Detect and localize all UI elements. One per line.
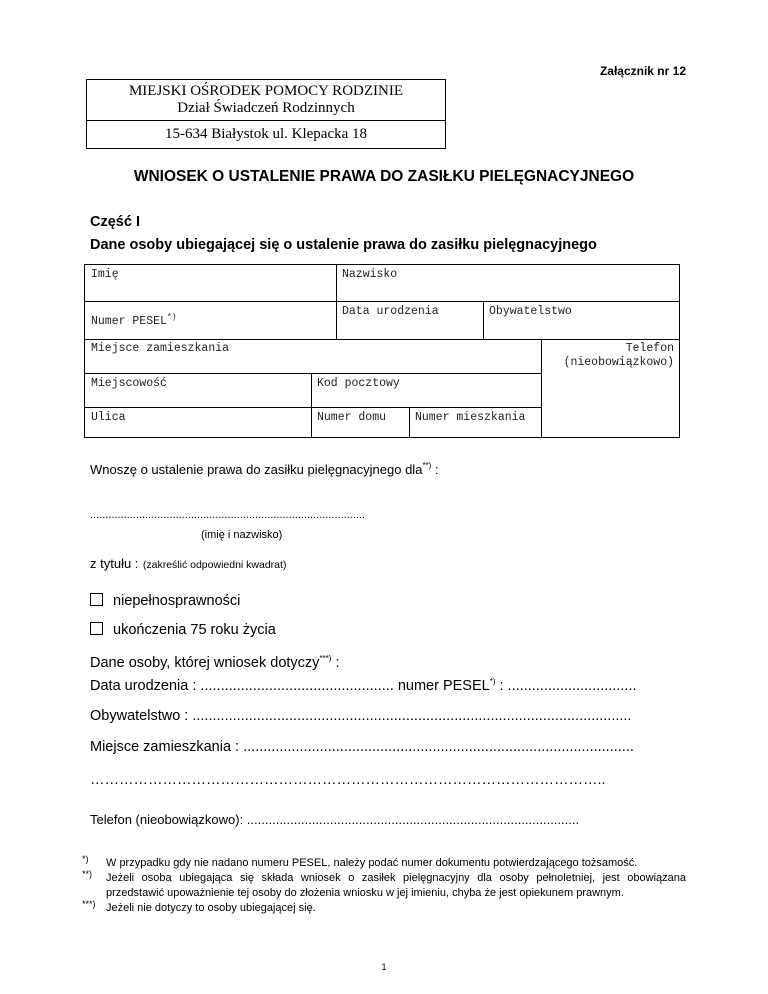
birth-line-text: Data urodzenia : ................................................ numer PESEL — [90, 678, 490, 694]
table-divider — [409, 407, 410, 437]
office-name: MIEJSKI OŚRODEK POMOCY RODZINIE — [128, 83, 404, 99]
section-subtitle: Dane osoby ubiegającej się o ustalenie prawa do zasiłku pielęgnacyjnego — [90, 237, 597, 253]
request-text: Wnoszę o ustalenie prawa do zasiłku pielęgnacyjnego dla — [90, 462, 423, 477]
age-75-checkbox[interactable] — [90, 622, 103, 635]
footnote-1-mark: *) — [82, 854, 89, 864]
person-heading-colon: : — [331, 655, 340, 671]
office-address: 15-634 Białystok ul. Klepacka 18 — [164, 126, 368, 142]
option-disability[interactable] — [90, 593, 240, 609]
table-divider — [336, 265, 337, 339]
birth-date-field[interactable]: Data urodzenia — [342, 305, 439, 318]
table-divider — [483, 301, 484, 339]
pesel-label: Numer PESEL — [91, 314, 167, 328]
request-line — [90, 461, 439, 477]
person-heading-text: Dane osoby, której wniosek dotyczy — [90, 655, 320, 671]
annex-number: Załącznik nr 12 — [599, 64, 686, 78]
residence-line[interactable]: Miejsce zamieszkania : ................................................................................................. — [90, 739, 634, 755]
dependent-name-line[interactable]: .......................................................................................... — [90, 509, 366, 521]
phone-field[interactable]: Telefon (nieobowiązkowo) — [563, 342, 674, 369]
residence-label: Miejsce zamieszkania — [91, 342, 230, 355]
part-heading: Część I — [90, 214, 140, 230]
table-divider — [85, 301, 679, 302]
option-age-label: ukończenia 75 roku życia — [113, 622, 276, 638]
pesel-field[interactable] — [91, 311, 177, 329]
person-footnote-mark: ***) — [319, 654, 332, 663]
city-field[interactable]: Miejscowość — [91, 377, 167, 390]
reason-label: z tytułu : — [90, 556, 139, 571]
footnote-1: W przypadku gdy nie nadano numeru PESEL, należy podać numer dokumentu potwierdzającego tożsamość. — [106, 857, 638, 869]
person-heading — [90, 654, 340, 671]
table-divider — [85, 407, 541, 408]
house-number-field[interactable]: Numer domu — [317, 411, 387, 424]
request-colon: : — [431, 462, 439, 477]
applicant-data-table — [84, 264, 680, 438]
table-divider — [311, 373, 312, 437]
residence-line-2[interactable]: …………………………………………………………………………………………….. — [90, 772, 606, 788]
table-divider — [541, 339, 542, 437]
birth-line-end: : ................................ — [495, 678, 637, 694]
option-age-75[interactable] — [90, 622, 276, 638]
office-header-box — [86, 79, 446, 149]
footnote-2: Jeżeli osoba ubiegająca się składa wniosek o zasiłek pielęgnacyjny dla osoby pełnoletniej, jest obowiązana przedstawić upoważnienie tej osoby do złożenia wniosku w jej imieniu, chyba że jest opiekunem prawnym. — [106, 872, 686, 899]
last-name-field[interactable]: Nazwisko — [342, 268, 398, 281]
street-field[interactable]: Ulica — [91, 411, 126, 424]
reason-line — [90, 555, 286, 573]
footnote-3-mark: ***) — [82, 899, 96, 909]
birth-pesel-mark: *) — [489, 677, 496, 686]
citizenship-line[interactable]: Obywatelstwo : ............................................................................................................. — [90, 708, 632, 724]
name-hint: (imię i nazwisko) — [201, 529, 283, 541]
pesel-footnote-mark: *) — [166, 313, 177, 322]
form-title: WNIOSEK O USTALENIE PRAWA DO ZASIŁKU PIELĘGNACYJNEGO — [133, 168, 635, 185]
disability-checkbox[interactable] — [90, 593, 103, 606]
reason-hint: (zakreślić odpowiedni kwadrat) — [142, 559, 287, 571]
option-disability-label: niepełnosprawności — [113, 593, 241, 609]
footnote-3: Jeżeli nie dotyczy to osoby ubiegającej się. — [106, 902, 316, 914]
table-divider — [85, 339, 679, 340]
office-department: Dział Świadczeń Rodzinnych — [87, 100, 445, 121]
postal-code-field[interactable]: Kod pocztowy — [317, 377, 400, 390]
phone-line[interactable]: Telefon (nieobowiązkowo): ............................................................................................ — [90, 812, 580, 827]
flat-number-field[interactable]: Numer mieszkania — [415, 411, 526, 424]
birth-pesel-line[interactable] — [90, 677, 637, 694]
first-name-field[interactable]: Imię — [91, 268, 119, 281]
footnote-2-mark: **) — [82, 869, 93, 879]
page-number: 1 — [381, 962, 387, 972]
table-divider — [85, 373, 541, 374]
request-footnote-mark: **) — [422, 461, 432, 470]
citizenship-field[interactable]: Obywatelstwo — [489, 305, 572, 318]
